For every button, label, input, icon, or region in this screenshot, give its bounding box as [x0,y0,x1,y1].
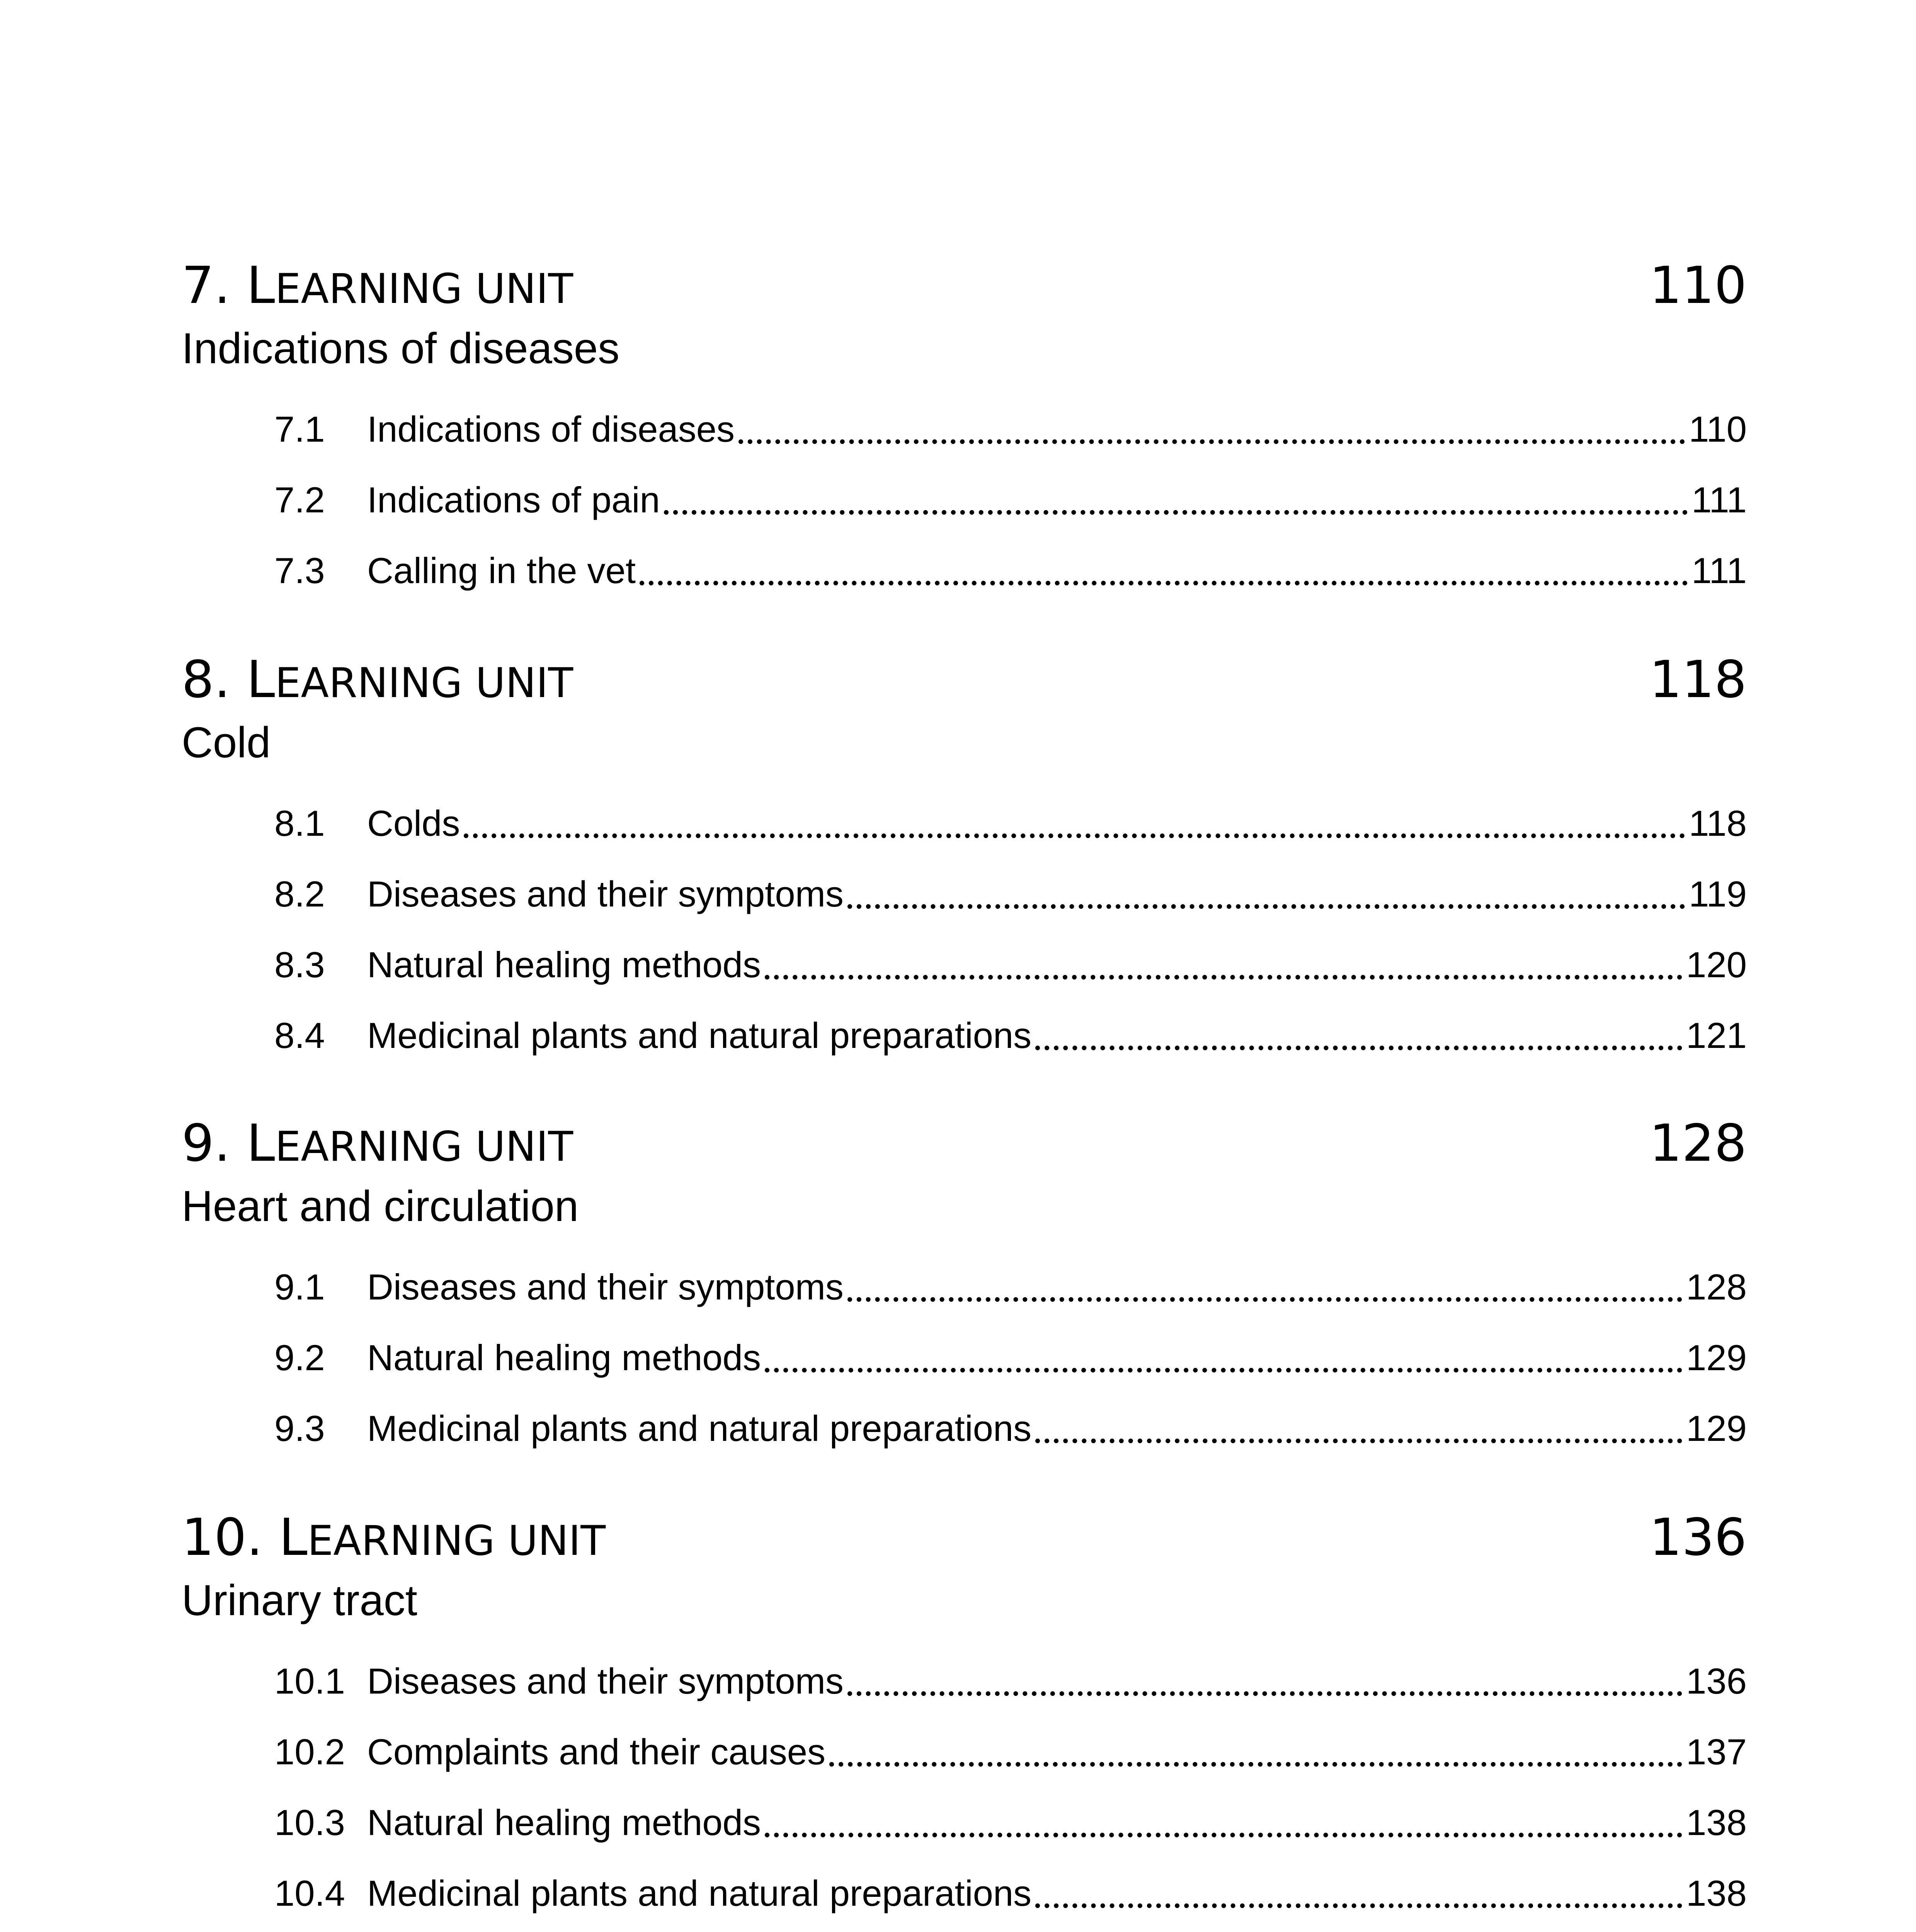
dot-leader [765,975,1682,980]
toc-entry[interactable] [182,1716,1747,1787]
entry-title: Natural healing methods [367,1337,761,1378]
entry-number: 10.2 [274,1731,345,1772]
unit-number: 9. [182,1114,230,1173]
learning-unit-9 [182,1105,1747,1464]
entry-page: 120 [1686,944,1747,985]
unit-page-number: 118 [1649,650,1747,709]
unit-heading [182,256,573,315]
unit-heading [182,1508,606,1567]
learning-unit-10 [182,1499,1747,1929]
unit-heading-initial: L [246,1114,275,1173]
unit-heading-row [182,1499,1747,1567]
unit-heading-rest: EARNING UNIT [275,659,573,707]
entry-title: Indications of diseases [367,408,735,449]
unit-heading [182,1114,573,1173]
entry-number: 8.1 [274,803,325,844]
entry-number: 7.2 [274,479,325,520]
entry-number: 10.1 [274,1660,345,1701]
dot-leader [664,510,1688,515]
unit-page-number: 110 [1649,256,1747,315]
toc-entry[interactable] [182,929,1747,1000]
dot-leader [1035,1438,1682,1443]
unit-heading-row [182,641,1747,709]
unit-heading-initial: L [279,1508,308,1567]
toc-entry[interactable] [182,1322,1747,1393]
entry-number: 10.4 [274,1872,345,1913]
entry-number: 9.1 [274,1266,325,1307]
entry-page: 110 [1689,408,1747,449]
toc-entry[interactable] [182,1000,1747,1071]
entry-title: Complaints and their causes [367,1731,826,1772]
unit-subtitle: Urinary tract [182,1576,417,1624]
entry-title: Medicinal plants and natural preparations [367,1408,1032,1449]
unit-heading-row [182,247,1747,315]
unit-heading-row [182,1105,1747,1173]
dot-leader [1035,1903,1682,1908]
entry-page: 111 [1691,550,1747,591]
entry-list [182,788,1747,1071]
dot-leader [847,1297,1682,1302]
entry-list [182,394,1747,606]
dot-leader [464,833,1685,838]
toc-entry[interactable] [182,1646,1747,1716]
dot-leader [640,580,1688,585]
learning-unit-8 [182,641,1747,1071]
entry-title: Natural healing methods [367,944,761,985]
unit-subtitle: Heart and circulation [182,1182,579,1230]
entry-page: 138 [1686,1872,1747,1913]
dot-leader [765,1367,1682,1372]
entry-list [182,1646,1747,1929]
unit-heading-rest: EARNING UNIT [275,1123,573,1170]
learning-unit-7 [182,247,1747,606]
entry-title: Medicinal plants and natural preparations [367,1015,1032,1056]
entry-title: Natural healing methods [367,1802,761,1843]
unit-number: 7. [182,256,230,315]
entry-title: Diseases and their symptoms [367,873,844,914]
entry-page: 137 [1686,1731,1747,1772]
unit-heading [182,650,573,709]
entry-page: 136 [1686,1660,1747,1701]
entry-title: Medicinal plants and natural preparations [367,1872,1032,1913]
toc-entry[interactable] [182,394,1747,464]
entry-page: 111 [1691,479,1747,520]
unit-heading-rest: EARNING UNIT [275,265,573,313]
entry-page: 119 [1689,873,1747,914]
unit-heading-initial: L [246,650,275,709]
dot-leader [1035,1045,1682,1050]
unit-number: 10. [182,1508,263,1567]
entry-title: Diseases and their symptoms [367,1660,844,1701]
entry-number: 8.2 [274,873,325,914]
toc-entry[interactable] [182,1252,1747,1322]
entry-page: 129 [1686,1337,1747,1378]
unit-page-number: 128 [1649,1114,1747,1173]
entry-list [182,1252,1747,1464]
entry-number: 10.3 [274,1802,345,1843]
entry-number: 8.3 [274,944,325,985]
entry-page: 128 [1686,1266,1747,1307]
entry-title: Diseases and their symptoms [367,1266,844,1307]
unit-subtitle: Cold [182,718,271,767]
unit-heading-initial: L [246,256,275,315]
toc-entry[interactable] [182,1858,1747,1929]
entry-page: 138 [1686,1802,1747,1843]
toc-entry[interactable] [182,788,1747,859]
toc-entry[interactable] [182,1787,1747,1858]
unit-page-number: 136 [1649,1508,1747,1567]
toc-entry[interactable] [182,535,1747,606]
entry-number: 9.3 [274,1408,325,1449]
toc-entry[interactable] [182,464,1747,535]
unit-heading-rest: EARNING UNIT [307,1517,606,1565]
entry-page: 118 [1689,803,1747,844]
entry-number: 8.4 [274,1015,325,1056]
dot-leader [847,1691,1682,1696]
entry-page: 129 [1686,1408,1747,1449]
toc-entry[interactable] [182,859,1747,929]
entry-number: 9.2 [274,1337,325,1378]
entry-number: 7.3 [274,550,325,591]
toc-entry[interactable] [182,1393,1747,1464]
entry-number: 7.1 [274,408,325,449]
dot-leader [847,904,1685,909]
dot-leader [765,1832,1682,1837]
entry-title: Calling in the vet [367,550,636,591]
entry-title: Indications of pain [367,479,660,520]
entry-page: 121 [1686,1015,1747,1056]
dot-leader [738,439,1685,444]
unit-subtitle: Indications of diseases [182,324,620,372]
dot-leader [829,1762,1682,1767]
unit-number: 8. [182,650,230,709]
entry-title: Colds [367,803,460,844]
